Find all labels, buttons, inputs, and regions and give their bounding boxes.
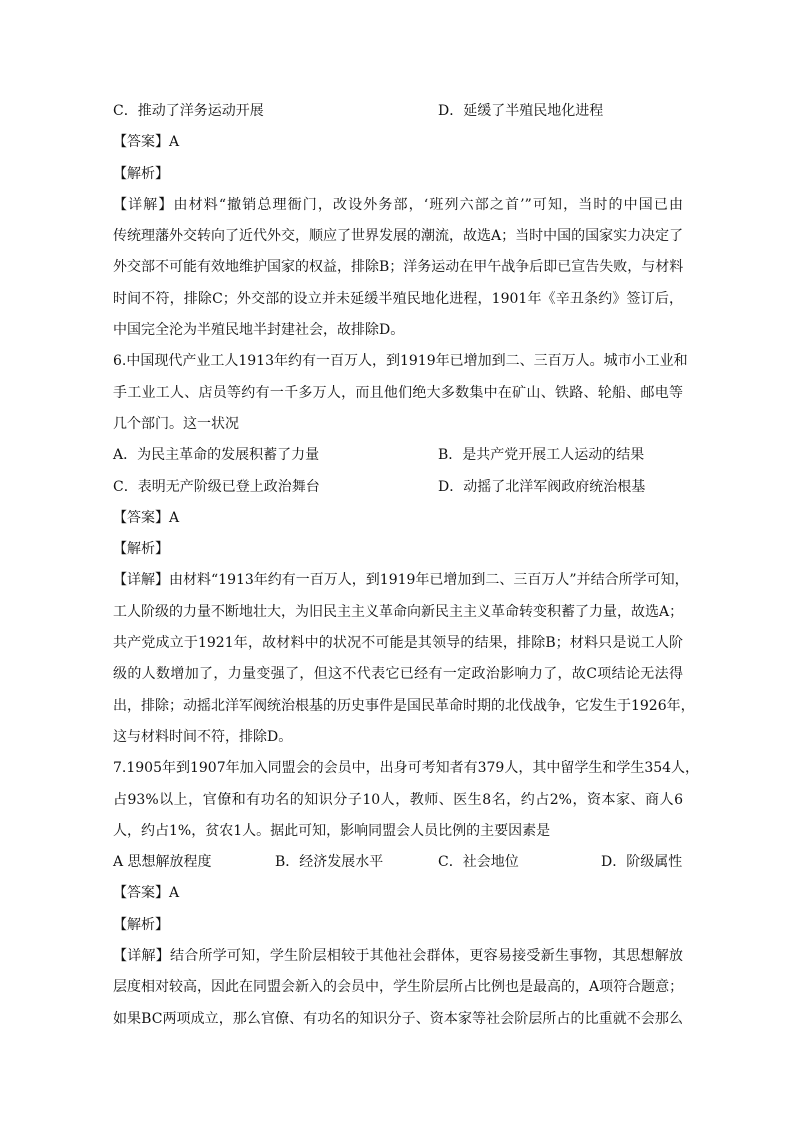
prev-detail-line: 时间不符，排除C；外交部的设立并未延缓半殖民地化进程，1901年《辛丑条约》签订后，	[113, 290, 683, 307]
q7-options-row	[113, 847, 683, 878]
q6-stem-line: 几个部门。这一状况	[113, 415, 239, 432]
prev-options-row	[113, 96, 683, 127]
q7-option-b: B．经济发展水平	[275, 854, 384, 871]
q7-option-c: C．社会地位	[438, 854, 519, 871]
q6-analysis-label: 【解析】	[113, 541, 169, 558]
q6-answer: 【答案】A	[113, 509, 180, 526]
q7-option-d: D．阶级属性	[601, 854, 683, 871]
q6-detail-line: 共产党成立于1921年，故材料中的状况不可能是其领导的结果，排除B；材料只是说工人阶	[113, 635, 683, 652]
q7-stem-line: 人，约占1%，贫农1人。据此可知，影响同盟会人员比例的主要因素是	[113, 822, 551, 839]
prev-answer: 【答案】A	[113, 134, 180, 151]
prev-option-d: D．延缓了半殖民地化进程	[438, 103, 604, 119]
q6-option-a: A．为民主革命的发展积蓄了力量	[113, 447, 320, 464]
q7-detail-line: 如果BC两项成立，那么官僚、有功名的知识分子、资本家等社会阶层所占的比重就不会那么	[113, 1010, 683, 1027]
prev-option-c: C．推动了洋务运动开展	[113, 103, 264, 119]
q6-option-d: D．动摇了北洋军阀政府统治根基	[438, 478, 646, 495]
exam-page	[113, 96, 700, 1035]
q7-answer: 【答案】A	[113, 885, 180, 902]
q6-options-row-1	[113, 440, 683, 471]
q7-stem-line: 占93%以上，官僚和有功名的知识分子10人，教师、医生8名，约占2%，资本家、商人6	[113, 791, 683, 808]
q6-detail-line: 这与材料时间不符，排除D。	[113, 728, 293, 745]
q7-detail-line: 层度相对较高，因此在同盟会新入的会员中，学生阶层所占比例也是最高的，A项符合题意；	[113, 979, 684, 996]
q6-options-row-2	[113, 472, 683, 503]
prev-detail-line: 传统理藩外交转向了近代外交，顺应了世界发展的潮流，故选A；当时中国的国家实力决定了	[113, 228, 684, 245]
q7-detail-line: 【详解】结合所学可知，学生阶层相较于其他社会群体，更容易接受新生事物，其思想解放	[113, 948, 683, 965]
q6-detail-line: 工人阶级的力量不断地壮大，为旧民主主义革命向新民主主义革命转变积蓄了力量，故选A；	[113, 603, 684, 620]
prev-detail-line: 外交部不可能有效地维护国家的权益，排除B；洋务运动在甲午战争后即已宣告失败，与材料	[113, 259, 684, 276]
q6-detail-line: 级的人数增加了，力量变强了，但这不代表它已经有一定政治影响力了，故C项结论无法得	[113, 666, 683, 683]
q7-option-a: A 思想解放程度	[113, 854, 212, 871]
q6-stem-line: 手工业工人、店员等约有一千多万人，而且他们绝大多数集中在矿山、铁路、轮船、邮电等	[113, 384, 683, 401]
q6-option-b: B．是共产党开展工人运动的结果	[438, 447, 645, 464]
q7-stem-line: 7.1905年到1907年加入同盟会的会员中，出身可考知者有379人，其中留学生和学生354人，	[113, 760, 700, 777]
prev-detail-line: 中国完全沦为半殖民地半封建社会，故排除D。	[113, 322, 405, 339]
q6-detail-line: 【详解】由材料“1913年约有一百万人，到1919年已增加到二、三百万人”并结合所学可知，	[113, 572, 689, 589]
q6-option-c: C．表明无产阶级已登上政治舞台	[113, 478, 320, 495]
q7-analysis-label: 【解析】	[113, 916, 169, 933]
q6-detail-line: 出，排除；动摇北洋军阀统治根基的历史事件是国民革命时期的北伐战争，它发生于1926年，	[113, 697, 695, 714]
q6-stem-line: 6.中国现代产业工人1913年约有一百万人，到1919年已增加到二、三百万人。城市小工业和	[113, 353, 688, 370]
prev-analysis-label: 【解析】	[113, 165, 169, 182]
prev-detail-line: 【详解】由材料“撤销总理衙门，改设外务部，‘班列六部之首’”可知，当时的中国已由	[113, 196, 683, 213]
